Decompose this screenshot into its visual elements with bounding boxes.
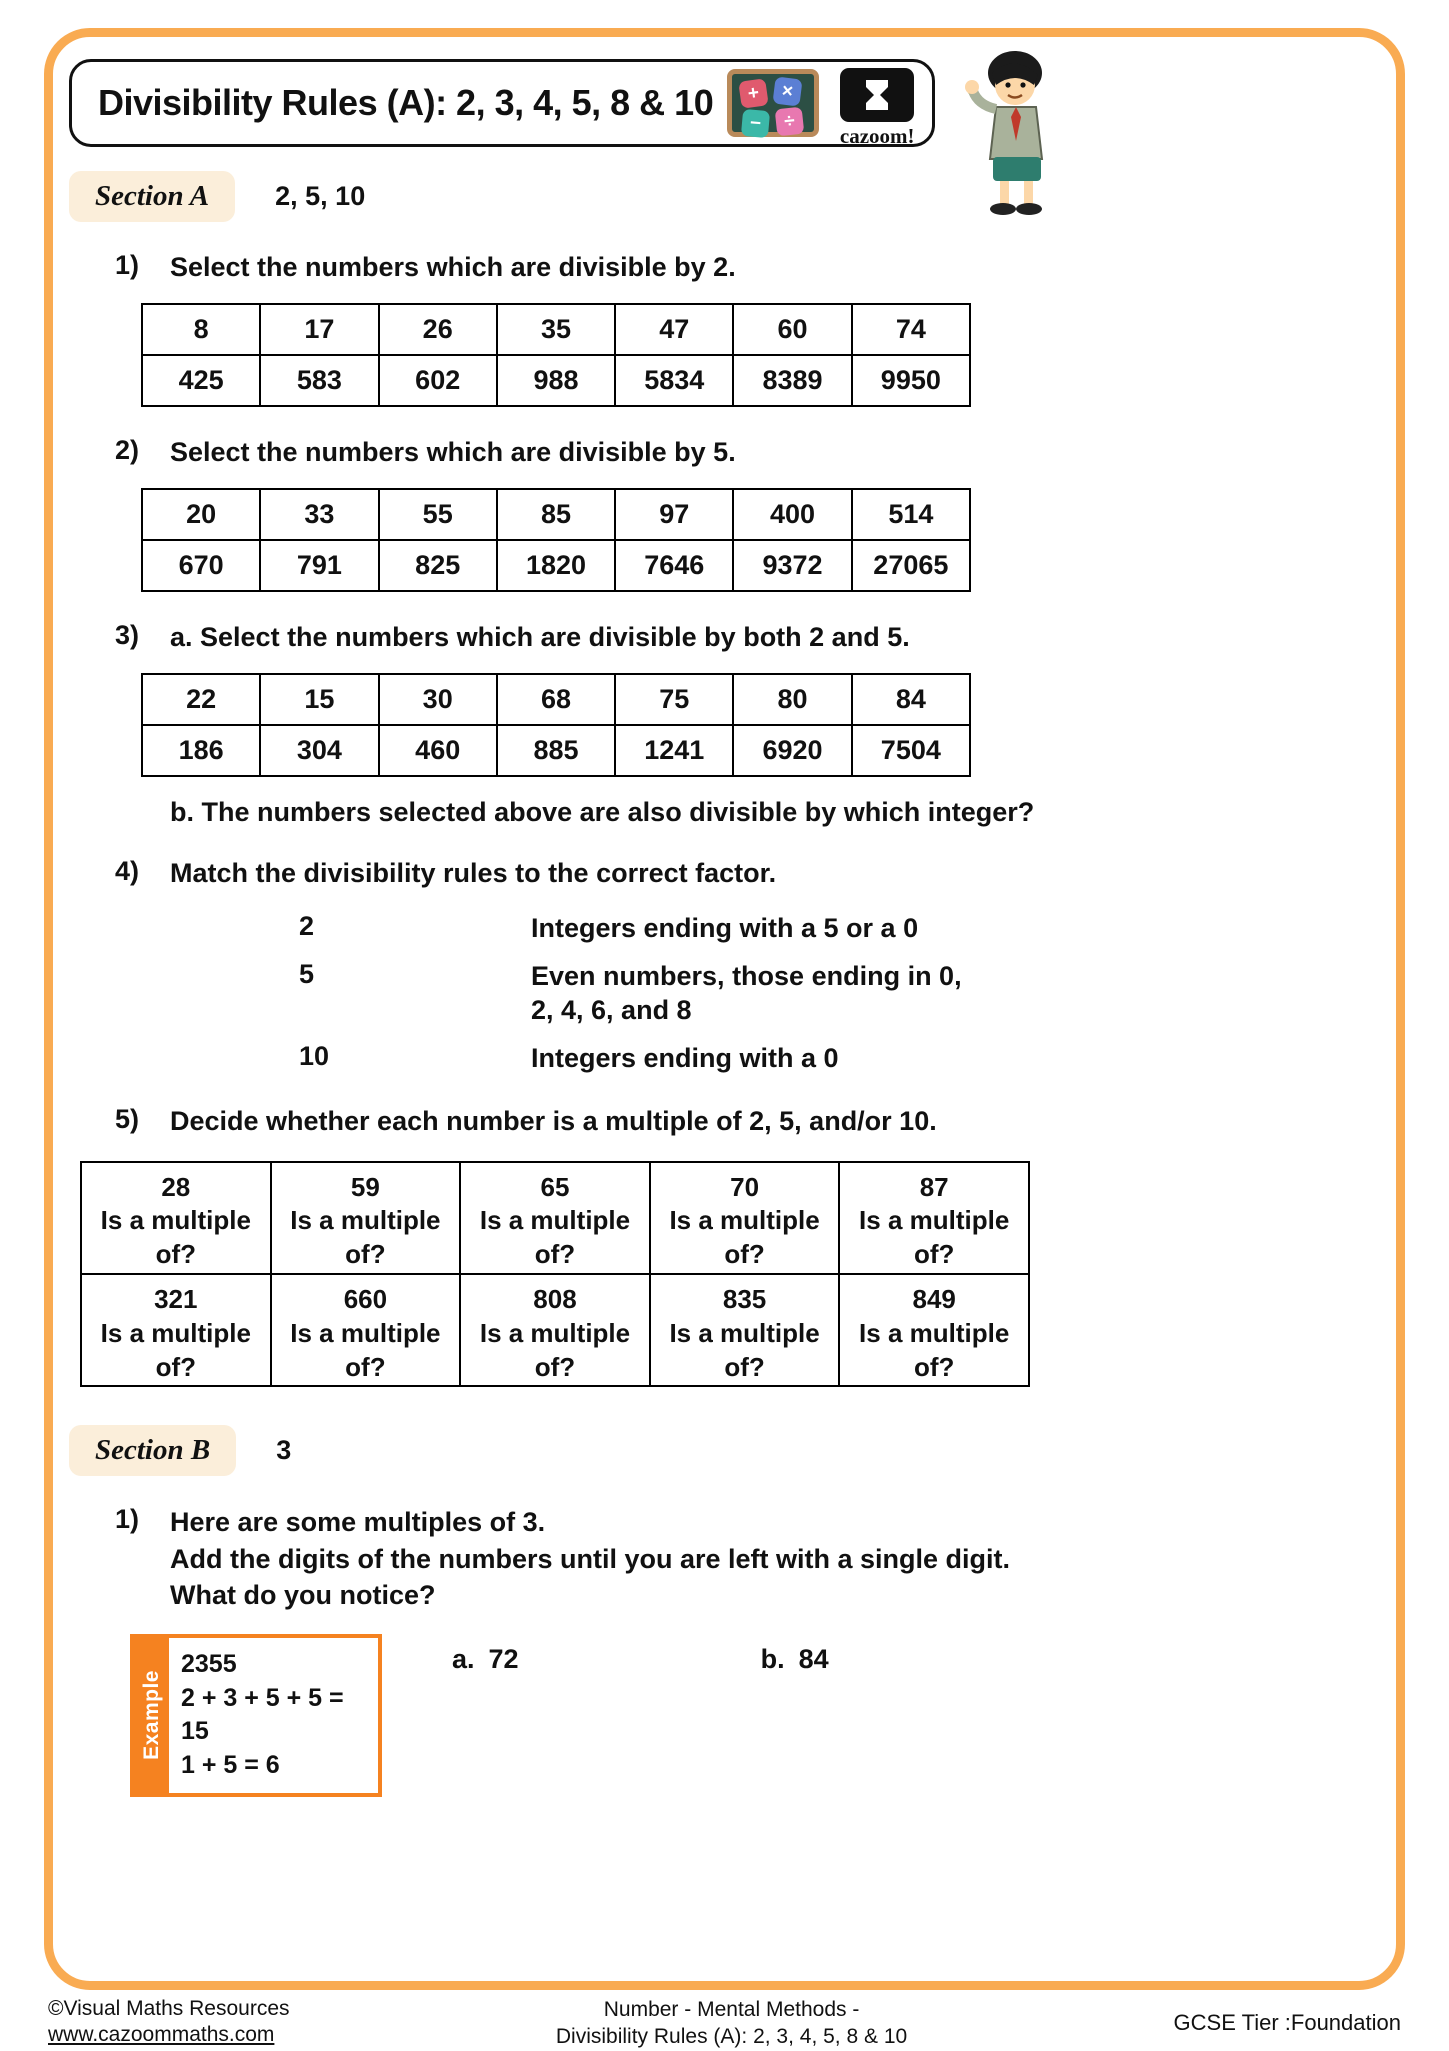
number-cell: 20 — [142, 489, 260, 540]
number-cell: 30 — [379, 674, 497, 725]
number-cell: 304 — [260, 725, 378, 776]
number-cell: 15 — [260, 674, 378, 725]
hourglass-icon — [840, 68, 914, 122]
multiple-number: 808 — [533, 1284, 577, 1315]
match-rule: Even numbers, those ending in 0, 2, 4, 6, and 8 — [531, 960, 962, 1026]
number-cell: 74 — [852, 304, 970, 355]
number-cell: 7646 — [615, 540, 733, 591]
number-cell: 55 — [379, 489, 497, 540]
multiply-icon: × — [773, 76, 803, 106]
number-cell: 9950 — [852, 355, 970, 406]
multiple-number: 70 — [730, 1171, 760, 1202]
footer — [48, 1996, 1401, 2051]
multiple-cell — [271, 1274, 461, 1386]
worksheet-title: Divisibility Rules (A): 2, 3, 4, 5, 8 & 10 — [98, 82, 714, 123]
number-cell: 8 — [142, 304, 260, 355]
question-2 — [115, 435, 1380, 470]
question-text: Decide whether each number is a multiple of 2, 5, and/or 10. — [170, 1105, 937, 1136]
match-factor: 2 — [299, 911, 315, 942]
question-number: 2) — [115, 435, 140, 466]
minus-icon: − — [741, 109, 770, 138]
match-rule: Integers ending with a 0 — [531, 1043, 839, 1074]
number-cell: 1241 — [615, 725, 733, 776]
item-b-label: b. — [760, 1643, 785, 1674]
match-rule: Integers ending with a 5 or a 0 — [531, 913, 919, 944]
multiple-prompt: Is a multiple of? — [479, 1317, 631, 1382]
cazoom-logo — [833, 68, 921, 149]
match-factor: 5 — [299, 958, 315, 989]
number-cell: 988 — [497, 355, 615, 406]
question-number: 1) — [115, 250, 140, 280]
table-row — [142, 489, 970, 540]
number-cell: 47 — [615, 304, 733, 355]
footer-website-link[interactable]: www.cazoommaths.com — [48, 2023, 275, 2047]
multiple-prompt: Is a multiple of? — [669, 1317, 820, 1382]
question-number: 3) — [115, 620, 140, 651]
divide-icon: ÷ — [775, 107, 805, 137]
multiple-prompt: Is a multiple of? — [290, 1317, 441, 1382]
example-label: Example — [139, 1670, 163, 1761]
multiple-prompt: Is a multiple of? — [859, 1205, 1010, 1270]
number-cell: 1820 — [497, 540, 615, 591]
number-cell: 22 — [142, 674, 260, 725]
multiple-prompt: Is a multiple of? — [859, 1317, 1010, 1382]
multiples-table — [80, 1161, 1030, 1388]
multiple-cell — [81, 1274, 271, 1386]
question-text: a. Select the numbers which are divisible by both 2 and 5. — [170, 622, 910, 653]
footer-topic-line1: Number - Mental Methods - — [603, 1998, 860, 2021]
cazoom-wordmark: cazoom! — [839, 123, 915, 148]
multiple-cell — [460, 1274, 650, 1386]
item-a-value: 72 — [488, 1643, 519, 1674]
number-cell: 75 — [615, 674, 733, 725]
number-cell: 33 — [260, 489, 378, 540]
question-text: Match the divisibility rules to the correct factor. — [170, 858, 777, 889]
match-row — [299, 959, 1380, 1028]
multiple-cell — [271, 1162, 461, 1274]
multiple-number: 321 — [154, 1284, 198, 1315]
item-b — [761, 1644, 829, 1675]
divisible-by-2-table — [141, 303, 971, 407]
table-row — [81, 1274, 1029, 1386]
number-cell: 400 — [733, 489, 851, 540]
question-text: Select the numbers which are divisible by 2. — [170, 252, 736, 282]
question-3b-text: b. The numbers selected above are also divisible by which integer? — [170, 797, 1035, 828]
number-cell: 602 — [379, 355, 497, 406]
matching-exercise — [299, 911, 1380, 1075]
number-cell: 791 — [260, 540, 378, 591]
number-cell: 97 — [615, 489, 733, 540]
section-a-label: Section A — [69, 171, 235, 222]
multiple-prompt: Is a multiple of? — [669, 1205, 820, 1270]
multiple-cell — [839, 1162, 1029, 1274]
match-row — [299, 911, 1380, 946]
example-box — [130, 1634, 382, 1797]
question-text — [170, 1504, 1010, 1613]
number-cell: 9372 — [733, 540, 851, 591]
multiple-number: 28 — [161, 1171, 191, 1202]
number-cell: 84 — [852, 674, 970, 725]
multiple-number: 59 — [350, 1171, 380, 1202]
question-text: Select the numbers which are divisible by 5. — [170, 437, 736, 468]
multiple-number: 65 — [540, 1171, 570, 1202]
header — [69, 59, 1380, 147]
table-row — [142, 540, 970, 591]
multiple-prompt: Is a multiple of? — [100, 1317, 251, 1382]
table-row — [81, 1162, 1029, 1274]
chalkboard-math-icon — [727, 69, 819, 137]
divisible-by-2-and-5-table — [141, 673, 971, 777]
table-row — [142, 304, 970, 355]
match-row — [299, 1041, 1380, 1076]
example-content — [169, 1638, 378, 1793]
multiple-number: 835 — [722, 1284, 767, 1315]
footer-tier: GCSE Tier :Foundation — [1173, 2010, 1401, 2035]
question-line: What do you notice? — [170, 1580, 436, 1611]
multiple-cell — [460, 1162, 650, 1274]
multiple-cell — [839, 1274, 1029, 1386]
question-number: 4) — [115, 856, 140, 887]
section-b-topics: 3 — [276, 1435, 292, 1466]
number-cell: 514 — [852, 489, 970, 540]
section-b-label: Section B — [69, 1425, 236, 1476]
footer-topic-line2: Divisibility Rules (A): 2, 3, 4, 5, 8 & 10 — [555, 2025, 908, 2049]
section-b-question-1 — [115, 1504, 1380, 1613]
number-cell: 27065 — [852, 540, 970, 591]
question-3 — [115, 620, 1380, 655]
question-5 — [115, 1104, 1380, 1139]
section-b-header — [69, 1425, 1380, 1476]
multiple-cell — [650, 1162, 840, 1274]
multiple-prompt: Is a multiple of? — [290, 1205, 441, 1270]
item-a-label: a. — [452, 1643, 475, 1674]
question-number: 1) — [115, 1504, 140, 1535]
number-cell: 68 — [497, 674, 615, 725]
question-4 — [115, 856, 1380, 891]
number-cell: 583 — [260, 355, 378, 406]
boy-cartoon — [958, 45, 1068, 225]
question-1 — [115, 250, 1380, 285]
plus-icon: + — [738, 78, 768, 108]
multiple-prompt: Is a multiple of? — [100, 1205, 251, 1270]
number-cell: 26 — [379, 304, 497, 355]
number-cell: 425 — [142, 355, 260, 406]
number-cell: 5834 — [615, 355, 733, 406]
question-number: 5) — [115, 1103, 140, 1134]
multiple-cell — [81, 1162, 271, 1274]
item-b-value: 84 — [798, 1643, 829, 1674]
section-a-header — [69, 171, 1380, 222]
table-row — [142, 355, 970, 406]
example-line: 2 + 3 + 5 + 5 = 15 — [181, 1683, 344, 1746]
number-cell: 670 — [142, 540, 260, 591]
number-cell: 17 — [260, 304, 378, 355]
multiple-number: 87 — [919, 1171, 949, 1202]
multiple-number: 849 — [912, 1284, 956, 1315]
number-cell: 35 — [497, 304, 615, 355]
footer-left — [48, 1996, 290, 2049]
number-cell: 6920 — [733, 725, 851, 776]
multiple-prompt: Is a multiple of? — [479, 1205, 631, 1270]
worksheet-frame — [44, 28, 1405, 1990]
number-cell: 85 — [497, 489, 615, 540]
question-line: Here are some multiples of 3. — [170, 1507, 546, 1538]
item-a — [452, 1644, 519, 1675]
footer-center — [556, 1996, 907, 2051]
match-factor: 10 — [299, 1041, 330, 1072]
divisible-by-5-table — [141, 488, 971, 592]
section-a-topics: 2, 5, 10 — [275, 181, 366, 211]
number-cell: 460 — [379, 725, 497, 776]
title-box — [69, 59, 935, 147]
number-cell: 885 — [497, 725, 615, 776]
number-cell: 8389 — [733, 355, 851, 406]
multiple-number: 660 — [343, 1284, 388, 1315]
number-cell: 186 — [142, 725, 260, 776]
example-line: 1 + 5 = 6 — [181, 1751, 280, 1779]
number-cell: 825 — [379, 540, 497, 591]
example-section — [130, 1634, 1380, 1797]
number-cell: 80 — [733, 674, 851, 725]
example-line: 2355 — [181, 1649, 237, 1678]
multiple-cell — [650, 1274, 840, 1386]
number-cell: 60 — [733, 304, 851, 355]
footer-copyright: ©Visual Maths Resources — [48, 1997, 290, 2020]
number-cell: 7504 — [852, 725, 970, 776]
table-row — [142, 725, 970, 776]
question-line: Add the digits of the numbers until you are left with a single digit. — [170, 1543, 1011, 1574]
example-tab — [134, 1638, 169, 1793]
table-row — [142, 674, 970, 725]
